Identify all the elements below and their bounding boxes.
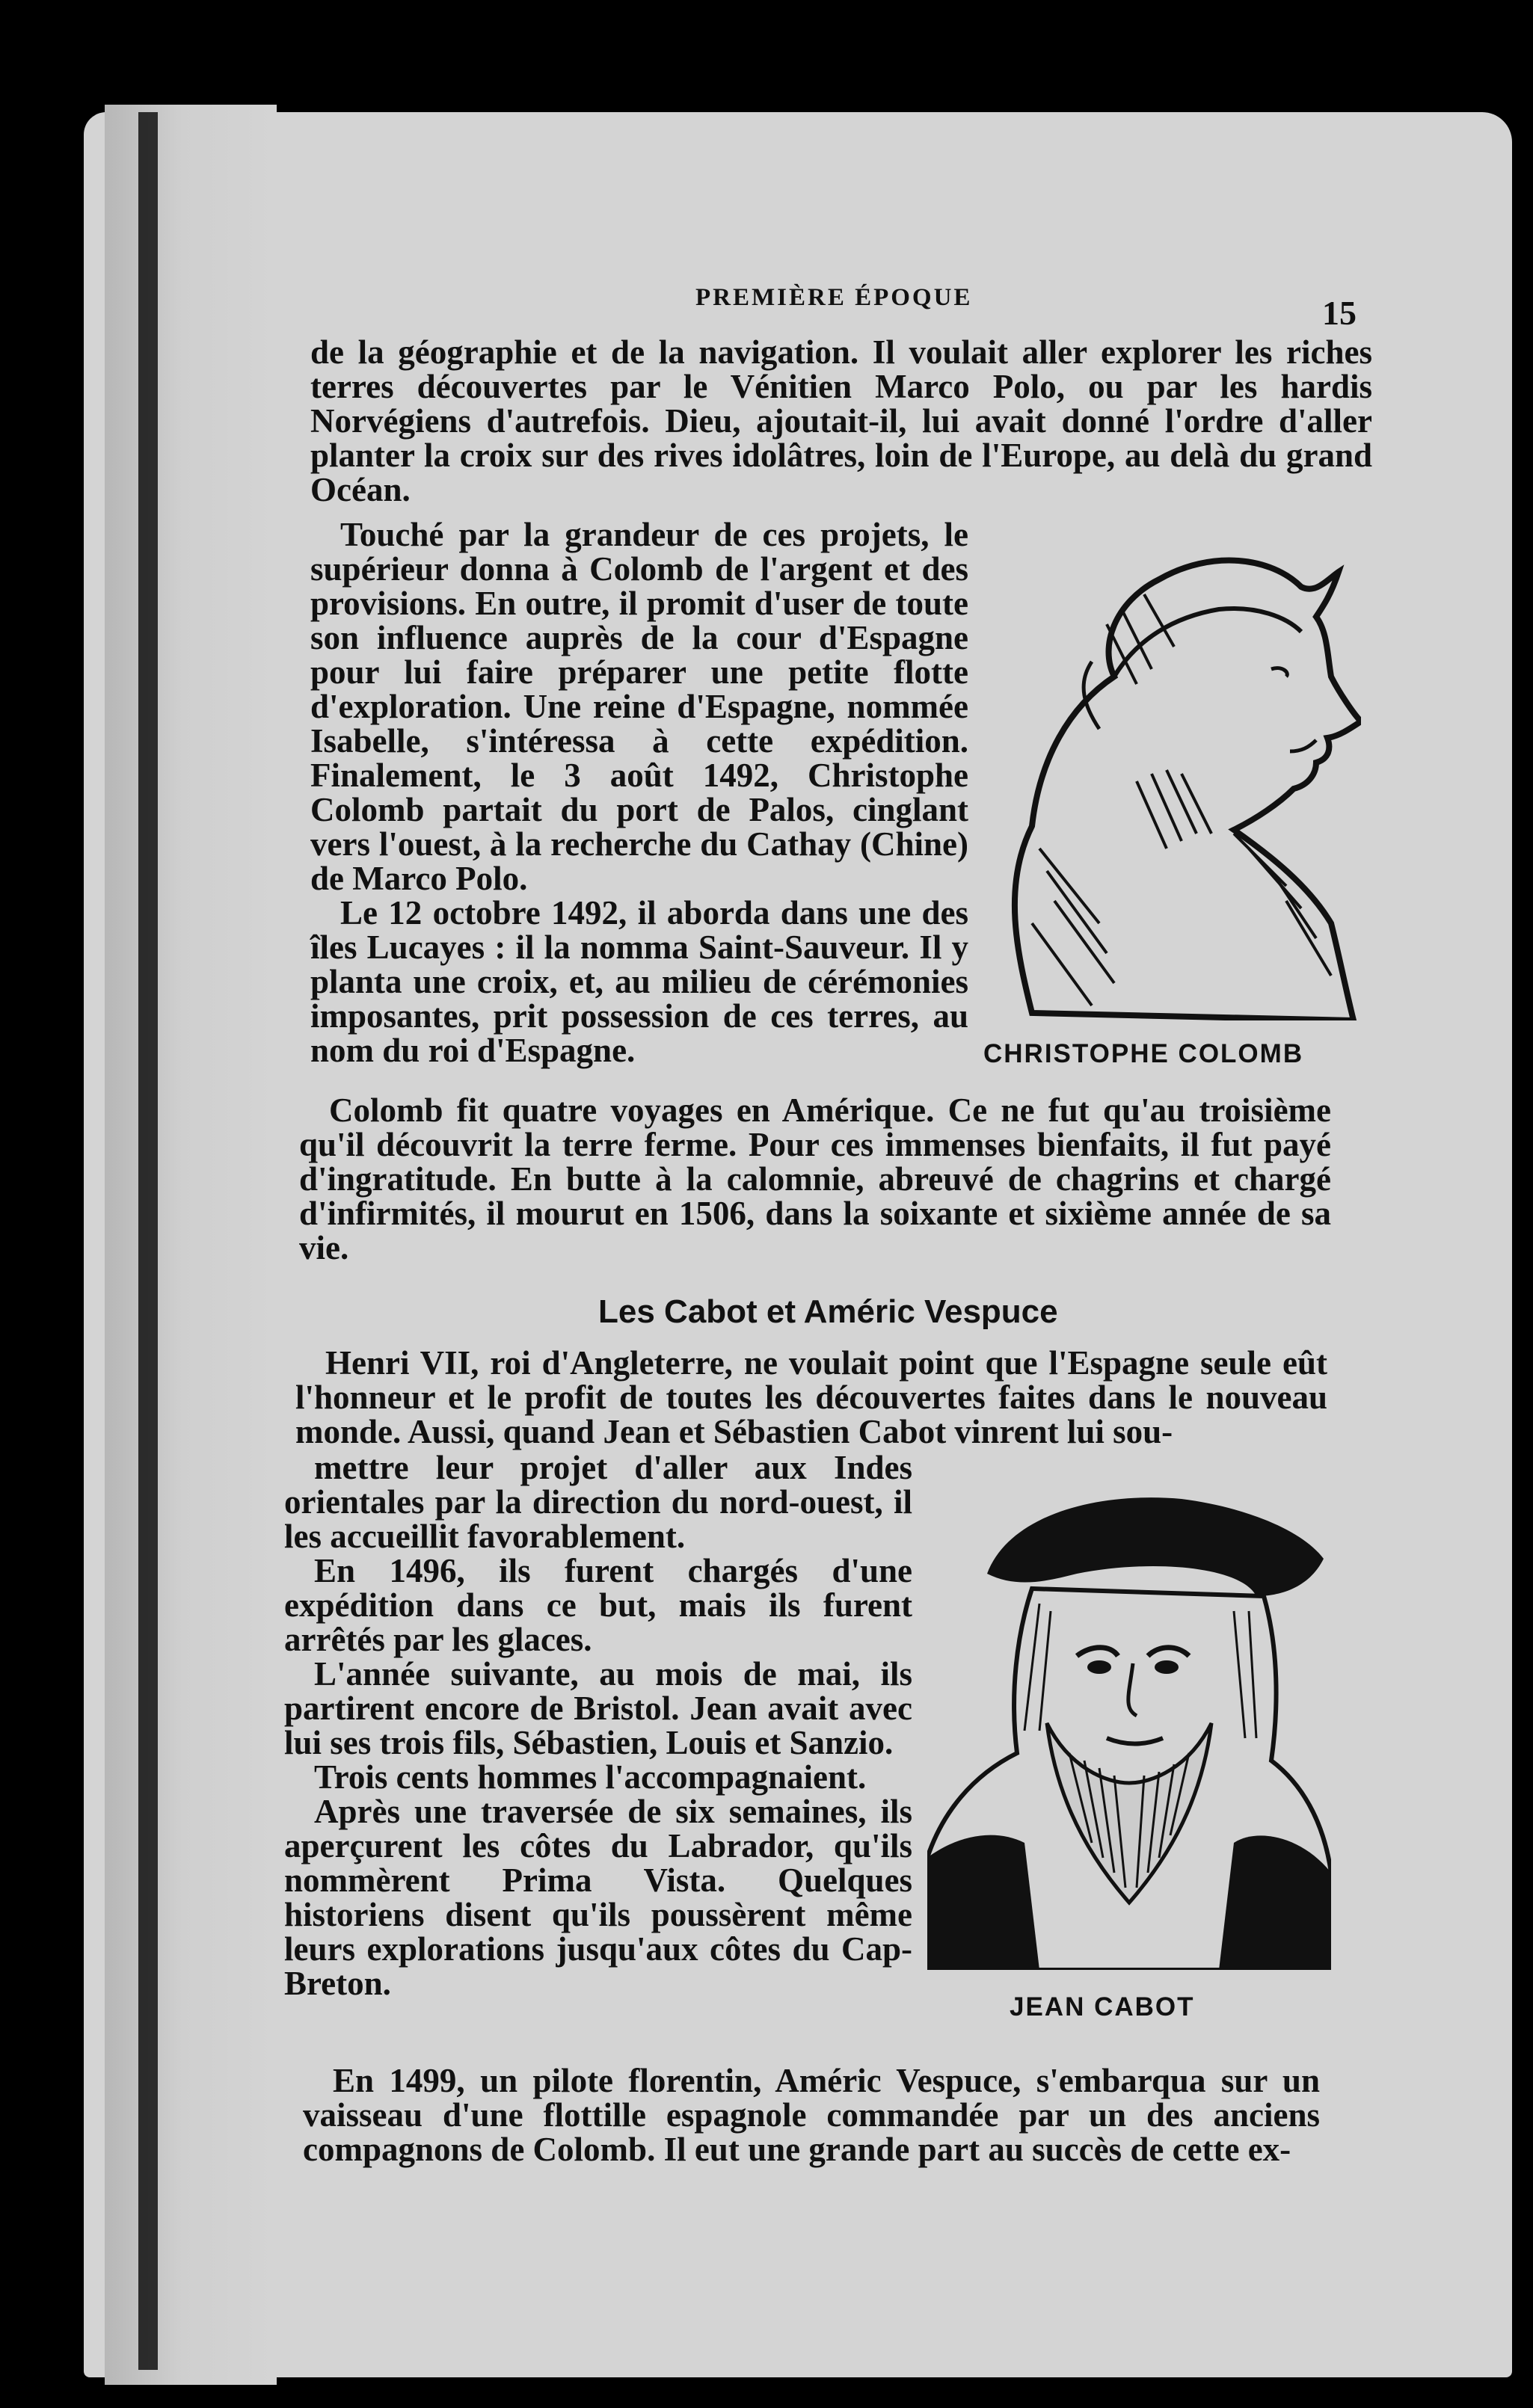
text-block-2	[310, 517, 968, 1068]
paragraph: mettre leur projet d'aller aux Indes orientales par la direction du nord-ouest, il les accueillit favorablement.	[284, 1449, 912, 1555]
paragraph: Le 12 octobre 1492, il aborda dans une des îles Lucayes : il la nomma Saint-Sauveur. Il y planta une croix, et, au milieu de cérémonies imposantes, prit possession de ces terres, au nom du roi d'Espagne.	[310, 894, 968, 1069]
text-block-6	[303, 2063, 1320, 2167]
book-spine	[138, 112, 158, 2370]
text-block-5	[284, 1450, 912, 2001]
paragraph: Henri VII, roi d'Angleterre, ne voulait point que l'Espagne seule eût l'honneur et le profit de toutes les découvertes faites dans le nouveau monde. Aussi, quand Jean et Sébastien Cabot vinrent lui sou-	[295, 1344, 1327, 1450]
running-title: PREMIÈRE ÉPOQUE	[695, 284, 973, 311]
page-binding-shadow	[105, 105, 277, 2385]
paragraph: Trois cents hommes l'accompagnaient.	[314, 1758, 867, 1796]
paragraph: L'année suivante, au mois de mai, ils partirent encore de Bristol. Jean avait avec lui ses trois fils, Sébastien, Louis et Sanzio.	[284, 1655, 912, 1761]
christophe-colomb-portrait	[987, 535, 1361, 1020]
section-title: Les Cabot et Améric Vespuce	[598, 1293, 1058, 1330]
paragraph: En 1499, un pilote florentin, Améric Vespuce, s'embarqua sur un vaisseau d'une flottille espagnole commandée par un des anciens compagnons de Colomb. Il eut une grande part au succès de cette ex-	[303, 2062, 1320, 2168]
text-block-4	[295, 1346, 1327, 1449]
text-block-3	[299, 1093, 1331, 1265]
caption-christophe-colomb: CHRISTOPHE COLOMB	[983, 1039, 1304, 1068]
paragraph: En 1496, ils furent chargés d'une expédition dans ce but, mais ils furent arrêtés par les glaces.	[284, 1552, 912, 1658]
text-block-1	[310, 335, 1372, 507]
caption-jean-cabot: JEAN CABOT	[1010, 1992, 1195, 2021]
paragraph: Touché par la grandeur de ces projets, le supérieur donna à Colomb de l'argent et des provisions. En outre, il promit d'user de toute son influence auprès de la cour d'Espagne pour lui faire préparer une petite flotte d'exploration. Une reine d'Espagne, nommée Isabelle, s'intéressa à cette expédition. Finalement, le 3 août 1492, Christophe Colomb partait du port de Palos, cinglant vers l'ouest, à la recherche du Cathay (Chine) de Marco Polo.	[310, 516, 968, 897]
paragraph: de la géographie et de la navigation. Il voulait aller explorer les riches terres découvertes par le Vénitien Marco Polo, ou par les hardis Norvégiens d'autrefois. Dieu, ajoutait-il, lui avait donné l'ordre d'aller planter la croix sur des rives idolâtres, loin de l'Europe, au delà du grand Océan.	[310, 333, 1372, 508]
page-number: 15	[1322, 294, 1357, 332]
paragraph: Colomb fit quatre voyages en Amérique. Ce ne fut qu'au troisième qu'il découvrit la terre ferme. Pour ces immenses bienfaits, il fut payé d'ingratitude. En butte à la calomnie, abreuvé de chagrins et chargé d'infirmités, il mourut en 1506, dans la soixante et sixième année de sa vie.	[299, 1091, 1331, 1266]
jean-cabot-portrait	[927, 1484, 1331, 1970]
paragraph: Après une traversée de six semaines, ils aperçurent les côtes du Labrador, qu'ils nommèrent Prima Vista. Quelques historiens disent qu'ils poussèrent même leurs explorations jusqu'aux côtes du Cap-Breton.	[284, 1793, 912, 2002]
